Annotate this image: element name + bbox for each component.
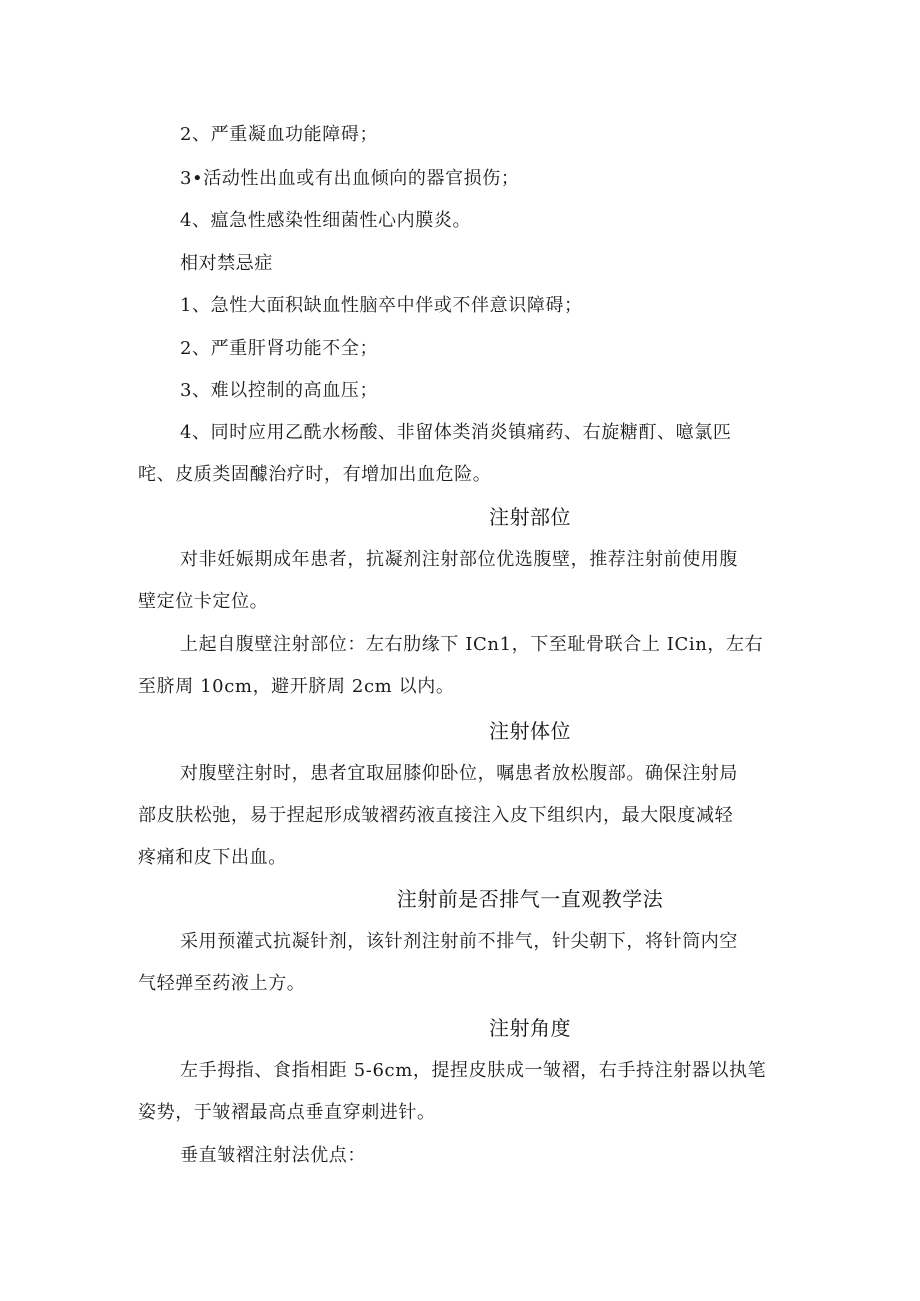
site-p1-line2: 壁定位卡定位。 <box>138 591 269 612</box>
absolute-item-2: 2、严重凝血功能障碍； <box>180 124 379 145</box>
relative-item-4-line1: 4、同时应用乙酰水杨酸、非留体类消炎镇痛药、右旋糖酊、噫氯匹 <box>180 422 732 443</box>
angle-line2: 姿势，于皱褶最高点垂直穿刺进针。 <box>138 1102 436 1123</box>
relative-item-2: 2、严重肝肾功能不全； <box>180 338 379 359</box>
heading-injection-position: 注射体位 <box>489 719 571 743</box>
position-line2: 部皮肤松弛，易于捏起形成皱褶药液直接注入皮下组织内，最大限度减轻 <box>138 805 734 826</box>
angle-line1: 左手拇指、食指相距 5-6cm，提捏皮肤成一皱褶，右手持注射器以执笔 <box>180 1060 767 1081</box>
position-line1: 对腹壁注射时，患者宜取屈膝仰卧位，嘱患者放松腹部。确保注射局 <box>180 763 738 784</box>
site-p1-line1: 对非妊娠期成年患者，抗凝剂注射部位优选腹壁，推荐注射前使用腹 <box>180 549 738 570</box>
exhaust-line2: 气轻弹至药液上方。 <box>138 973 306 994</box>
heading-exhaust: 注射前是否排气一直观教学法 <box>396 887 664 911</box>
site-p2-line2: 至脐周 10cm，避开脐周 2cm 以内。 <box>138 676 455 697</box>
exhaust-line1: 采用预灌式抗凝针剂，该针剂注射前不排气，针尖朝下，将针筒内空 <box>180 931 738 952</box>
absolute-item-3: 3•活动性出血或有出血倾向的器官损伤； <box>180 168 520 189</box>
relative-item-4-line2: 咤、皮质类固醵治疗时，有增加出血危险。 <box>138 464 492 485</box>
site-p2-line1: 上起自腹壁注射部位：左右肋缘下 ICn1，下至耻骨联合上 ICin，左右 <box>180 634 764 655</box>
absolute-item-4: 4、瘟急性感染性细菌性心内膜炎。 <box>180 210 472 231</box>
relative-item-1: 1、急性大面积缺血性脑卒中伴或不伴意识障碍； <box>180 295 583 316</box>
relative-contraindications-title: 相对禁忌症 <box>180 253 273 274</box>
relative-item-3: 3、难以控制的高血压； <box>180 380 379 401</box>
position-line3: 疼痛和皮下出血。 <box>138 847 287 868</box>
heading-injection-angle: 注射角度 <box>489 1016 571 1040</box>
heading-injection-site: 注射部位 <box>489 505 571 529</box>
advantages-title: 垂直皱褶注射法优点： <box>180 1145 366 1166</box>
